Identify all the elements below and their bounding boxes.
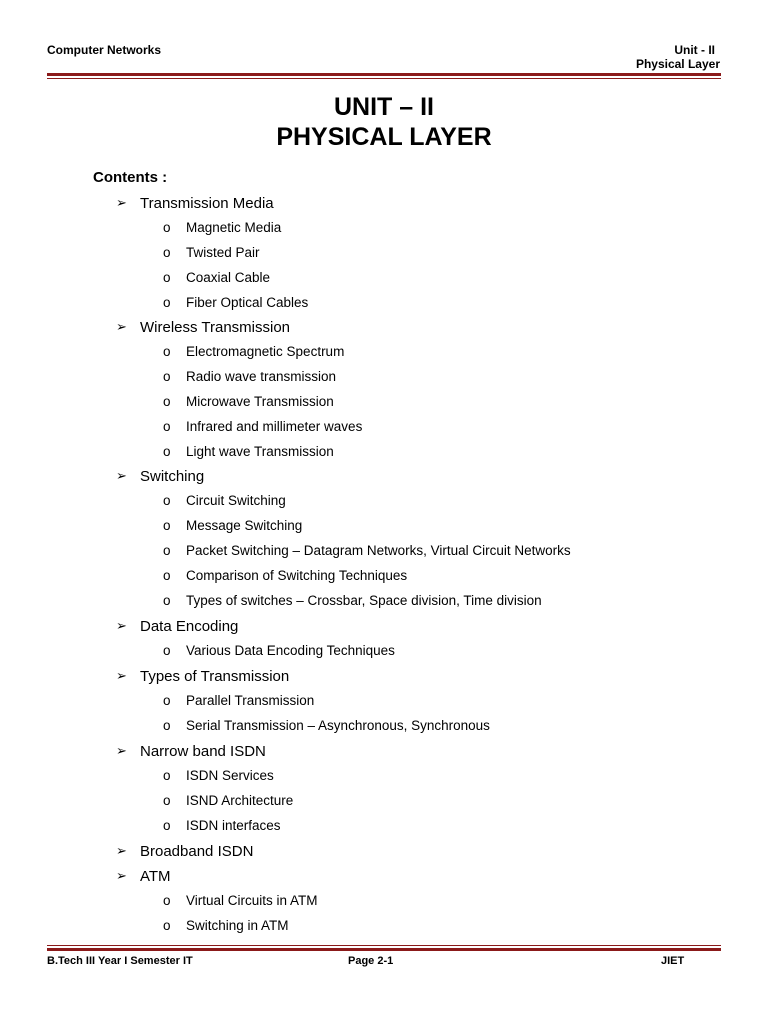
toc-section-label: Wireless Transmission [140,319,291,336]
title-unit: UNIT – II [333,93,434,121]
toc-section-label: Types of Transmission [140,668,290,685]
toc-subitem-label: Infrared and millimeter waves [186,419,363,434]
toc-subitem-label: Twisted Pair [186,245,260,260]
circle-bullet-icon: o [163,718,171,733]
footer-rule-thick [47,948,721,951]
footer-course-info: B.Tech III Year I Semester IT [47,955,193,967]
circle-bullet-icon: o [163,518,171,533]
toc-subitem-label: Comparison of Switching Techniques [186,568,408,583]
toc-subitem-label: Microwave Transmission [186,394,334,409]
circle-bullet-icon: o [163,643,171,658]
toc-subitem-label: Serial Transmission – Asynchronous, Synchronous [186,718,490,733]
circle-bullet-icon: o [163,369,171,384]
toc-subitem-label: Light wave Transmission [186,444,334,459]
arrow-bullet-icon: ➢ [116,868,127,883]
arrow-bullet-icon: ➢ [116,668,127,683]
toc-subitem-label: Message Switching [186,518,303,533]
toc-subitem-label: Electromagnetic Spectrum [186,344,345,359]
toc-section-label: Broadband ISDN [140,843,254,860]
circle-bullet-icon: o [163,394,171,409]
circle-bullet-icon: o [163,543,171,558]
circle-bullet-icon: o [163,493,171,508]
toc-section-label: ATM [140,868,171,885]
toc-subitem-label: Fiber Optical Cables [186,295,309,310]
circle-bullet-icon: o [163,818,171,833]
circle-bullet-icon: o [163,893,171,908]
circle-bullet-icon: o [163,444,171,459]
circle-bullet-icon: o [163,768,171,783]
circle-bullet-icon: o [163,693,171,708]
toc-subitem-label: ISDN Services [186,768,274,783]
arrow-bullet-icon: ➢ [116,195,127,210]
toc-section-label: Switching [140,468,205,485]
toc-subitem-label: Circuit Switching [186,493,286,508]
toc-subitem-label: Virtual Circuits in ATM [186,893,318,908]
footer-rule-thin [47,945,721,946]
circle-bullet-icon: o [163,793,171,808]
toc-subitem-label: Radio wave transmission [186,369,337,384]
circle-bullet-icon: o [163,593,171,608]
circle-bullet-icon: o [163,245,171,260]
toc-subitem-label: ISND Architecture [186,793,294,808]
circle-bullet-icon: o [163,220,171,235]
toc-subitem-label: ISDN interfaces [186,818,281,833]
toc-section-label: Narrow band ISDN [140,743,266,760]
title-topic: PHYSICAL LAYER [276,123,492,151]
circle-bullet-icon: o [163,568,171,583]
arrow-bullet-icon: ➢ [116,843,127,858]
footer-institute: JIET [661,955,685,967]
arrow-bullet-icon: ➢ [116,618,127,633]
arrow-bullet-icon: ➢ [116,319,127,334]
header-unit-name: Physical Layer [635,57,720,71]
contents-heading: Contents : [93,169,168,186]
toc-subitem-label: Types of switches – Crossbar, Space division, Time division [186,593,542,608]
toc-section-label: Transmission Media [140,195,274,212]
toc-subitem-label: Magnetic Media [186,220,282,235]
toc-subitem-label: Coaxial Cable [186,270,271,285]
circle-bullet-icon: o [163,270,171,285]
circle-bullet-icon: o [163,295,171,310]
toc-subitem-label: Various Data Encoding Techniques [186,643,395,658]
circle-bullet-icon: o [163,419,171,434]
toc-subitem-label: Switching in ATM [186,918,289,933]
circle-bullet-icon: o [163,344,171,359]
toc-subitem-label: Parallel Transmission [186,693,315,708]
header-unit-number: Unit - II [674,43,715,57]
toc-subitem-label: Packet Switching – Datagram Networks, Virtual Circuit Networks [186,543,571,558]
footer-page-number: Page 2-1 [348,955,394,967]
arrow-bullet-icon: ➢ [116,468,127,483]
toc-section-label: Data Encoding [140,618,239,635]
header-course-title: Computer Networks [47,43,162,57]
arrow-bullet-icon: ➢ [116,743,127,758]
circle-bullet-icon: o [163,918,171,933]
